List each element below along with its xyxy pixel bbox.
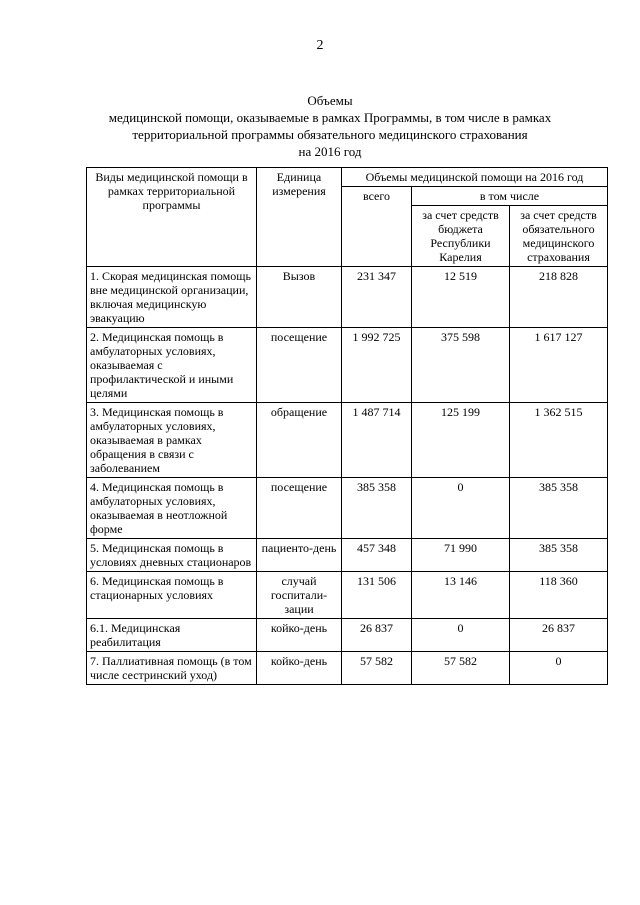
row-budget-cell: 57 582 — [412, 652, 510, 685]
row-name-cell: 1. Скорая медицинская помощь вне медицинской организации, включая медицинскую эвакуацию — [87, 267, 257, 328]
row-total-cell: 385 358 — [342, 478, 412, 539]
row-total-cell: 1 487 714 — [342, 403, 412, 478]
row-budget-cell: 375 598 — [412, 328, 510, 403]
title-line: медицинской помощи, оказываемые в рамках Программы, в том числе в рамках — [108, 110, 552, 125]
row-unit-cell: койко-день — [257, 652, 342, 685]
row-total-cell: 26 837 — [342, 619, 412, 652]
header-unit: Единица измерения — [257, 168, 342, 267]
header-kind: Виды медицинской помощи в рамках территориальной программы — [87, 168, 257, 267]
row-total-cell: 57 582 — [342, 652, 412, 685]
row-unit-cell: посещение — [257, 478, 342, 539]
row-name-cell: 3. Медицинская помощь в амбулаторных условиях, оказываемая в рамках обращения в связи с заболеванием — [87, 403, 257, 478]
table-row — [87, 478, 608, 539]
row-name-cell: 6. Медицинская помощь в стационарных условиях — [87, 572, 257, 619]
table-row — [87, 652, 608, 685]
row-name-cell: 2. Медицинская помощь в амбулаторных условиях, оказываемая с профилактической и иными целями — [87, 328, 257, 403]
table-row — [87, 539, 608, 572]
row-total-cell: 457 348 — [342, 539, 412, 572]
row-unit-cell: койко-день — [257, 619, 342, 652]
row-oms-cell: 118 360 — [510, 572, 608, 619]
row-total-cell: 231 347 — [342, 267, 412, 328]
row-budget-cell: 13 146 — [412, 572, 510, 619]
row-budget-cell: 0 — [412, 619, 510, 652]
row-total-cell: 131 506 — [342, 572, 412, 619]
table-row — [87, 267, 608, 328]
table-row — [87, 572, 608, 619]
volumes-table — [86, 167, 608, 685]
title-line: Объемы — [307, 93, 353, 108]
title-line: территориальной программы обязательного медицинского страхования — [132, 127, 528, 142]
row-unit-cell: посещение — [257, 328, 342, 403]
document-title — [60, 92, 600, 160]
row-unit-cell: Вызов — [257, 267, 342, 328]
title-line: на 2016 год — [298, 144, 362, 159]
row-oms-cell: 385 358 — [510, 478, 608, 539]
row-name-cell: 7. Паллиативная помощь (в том числе сестринский уход) — [87, 652, 257, 685]
row-name-cell: 5. Медицинская помощь в условиях дневных стационаров — [87, 539, 257, 572]
row-name-cell: 6.1. Медицинская реабилитация — [87, 619, 257, 652]
row-budget-cell: 125 199 — [412, 403, 510, 478]
row-total-cell: 1 992 725 — [342, 328, 412, 403]
table-row — [87, 403, 608, 478]
row-oms-cell: 218 828 — [510, 267, 608, 328]
row-oms-cell: 0 — [510, 652, 608, 685]
row-budget-cell: 12 519 — [412, 267, 510, 328]
row-unit-cell: случай госпитали-зации — [257, 572, 342, 619]
row-oms-cell: 26 837 — [510, 619, 608, 652]
row-unit-cell: обращение — [257, 403, 342, 478]
header-budget: за счет средств бюджета Республики Карелия — [412, 206, 510, 267]
table-row — [87, 619, 608, 652]
row-oms-cell: 1 362 515 — [510, 403, 608, 478]
header-including: в том числе — [412, 187, 608, 206]
row-oms-cell: 385 358 — [510, 539, 608, 572]
row-budget-cell: 71 990 — [412, 539, 510, 572]
header-oms: за счет средств обязательного медицинского страхования — [510, 206, 608, 267]
row-name-cell: 4. Медицинская помощь в амбулаторных условиях, оказываемая в неотложной форме — [87, 478, 257, 539]
header-total: всего — [342, 187, 412, 267]
table-row — [87, 328, 608, 403]
row-unit-cell: пациенто-день — [257, 539, 342, 572]
row-budget-cell: 0 — [412, 478, 510, 539]
header-volumes: Объемы медицинской помощи на 2016 год — [342, 168, 608, 187]
row-oms-cell: 1 617 127 — [510, 328, 608, 403]
page-number: 2 — [316, 38, 324, 53]
